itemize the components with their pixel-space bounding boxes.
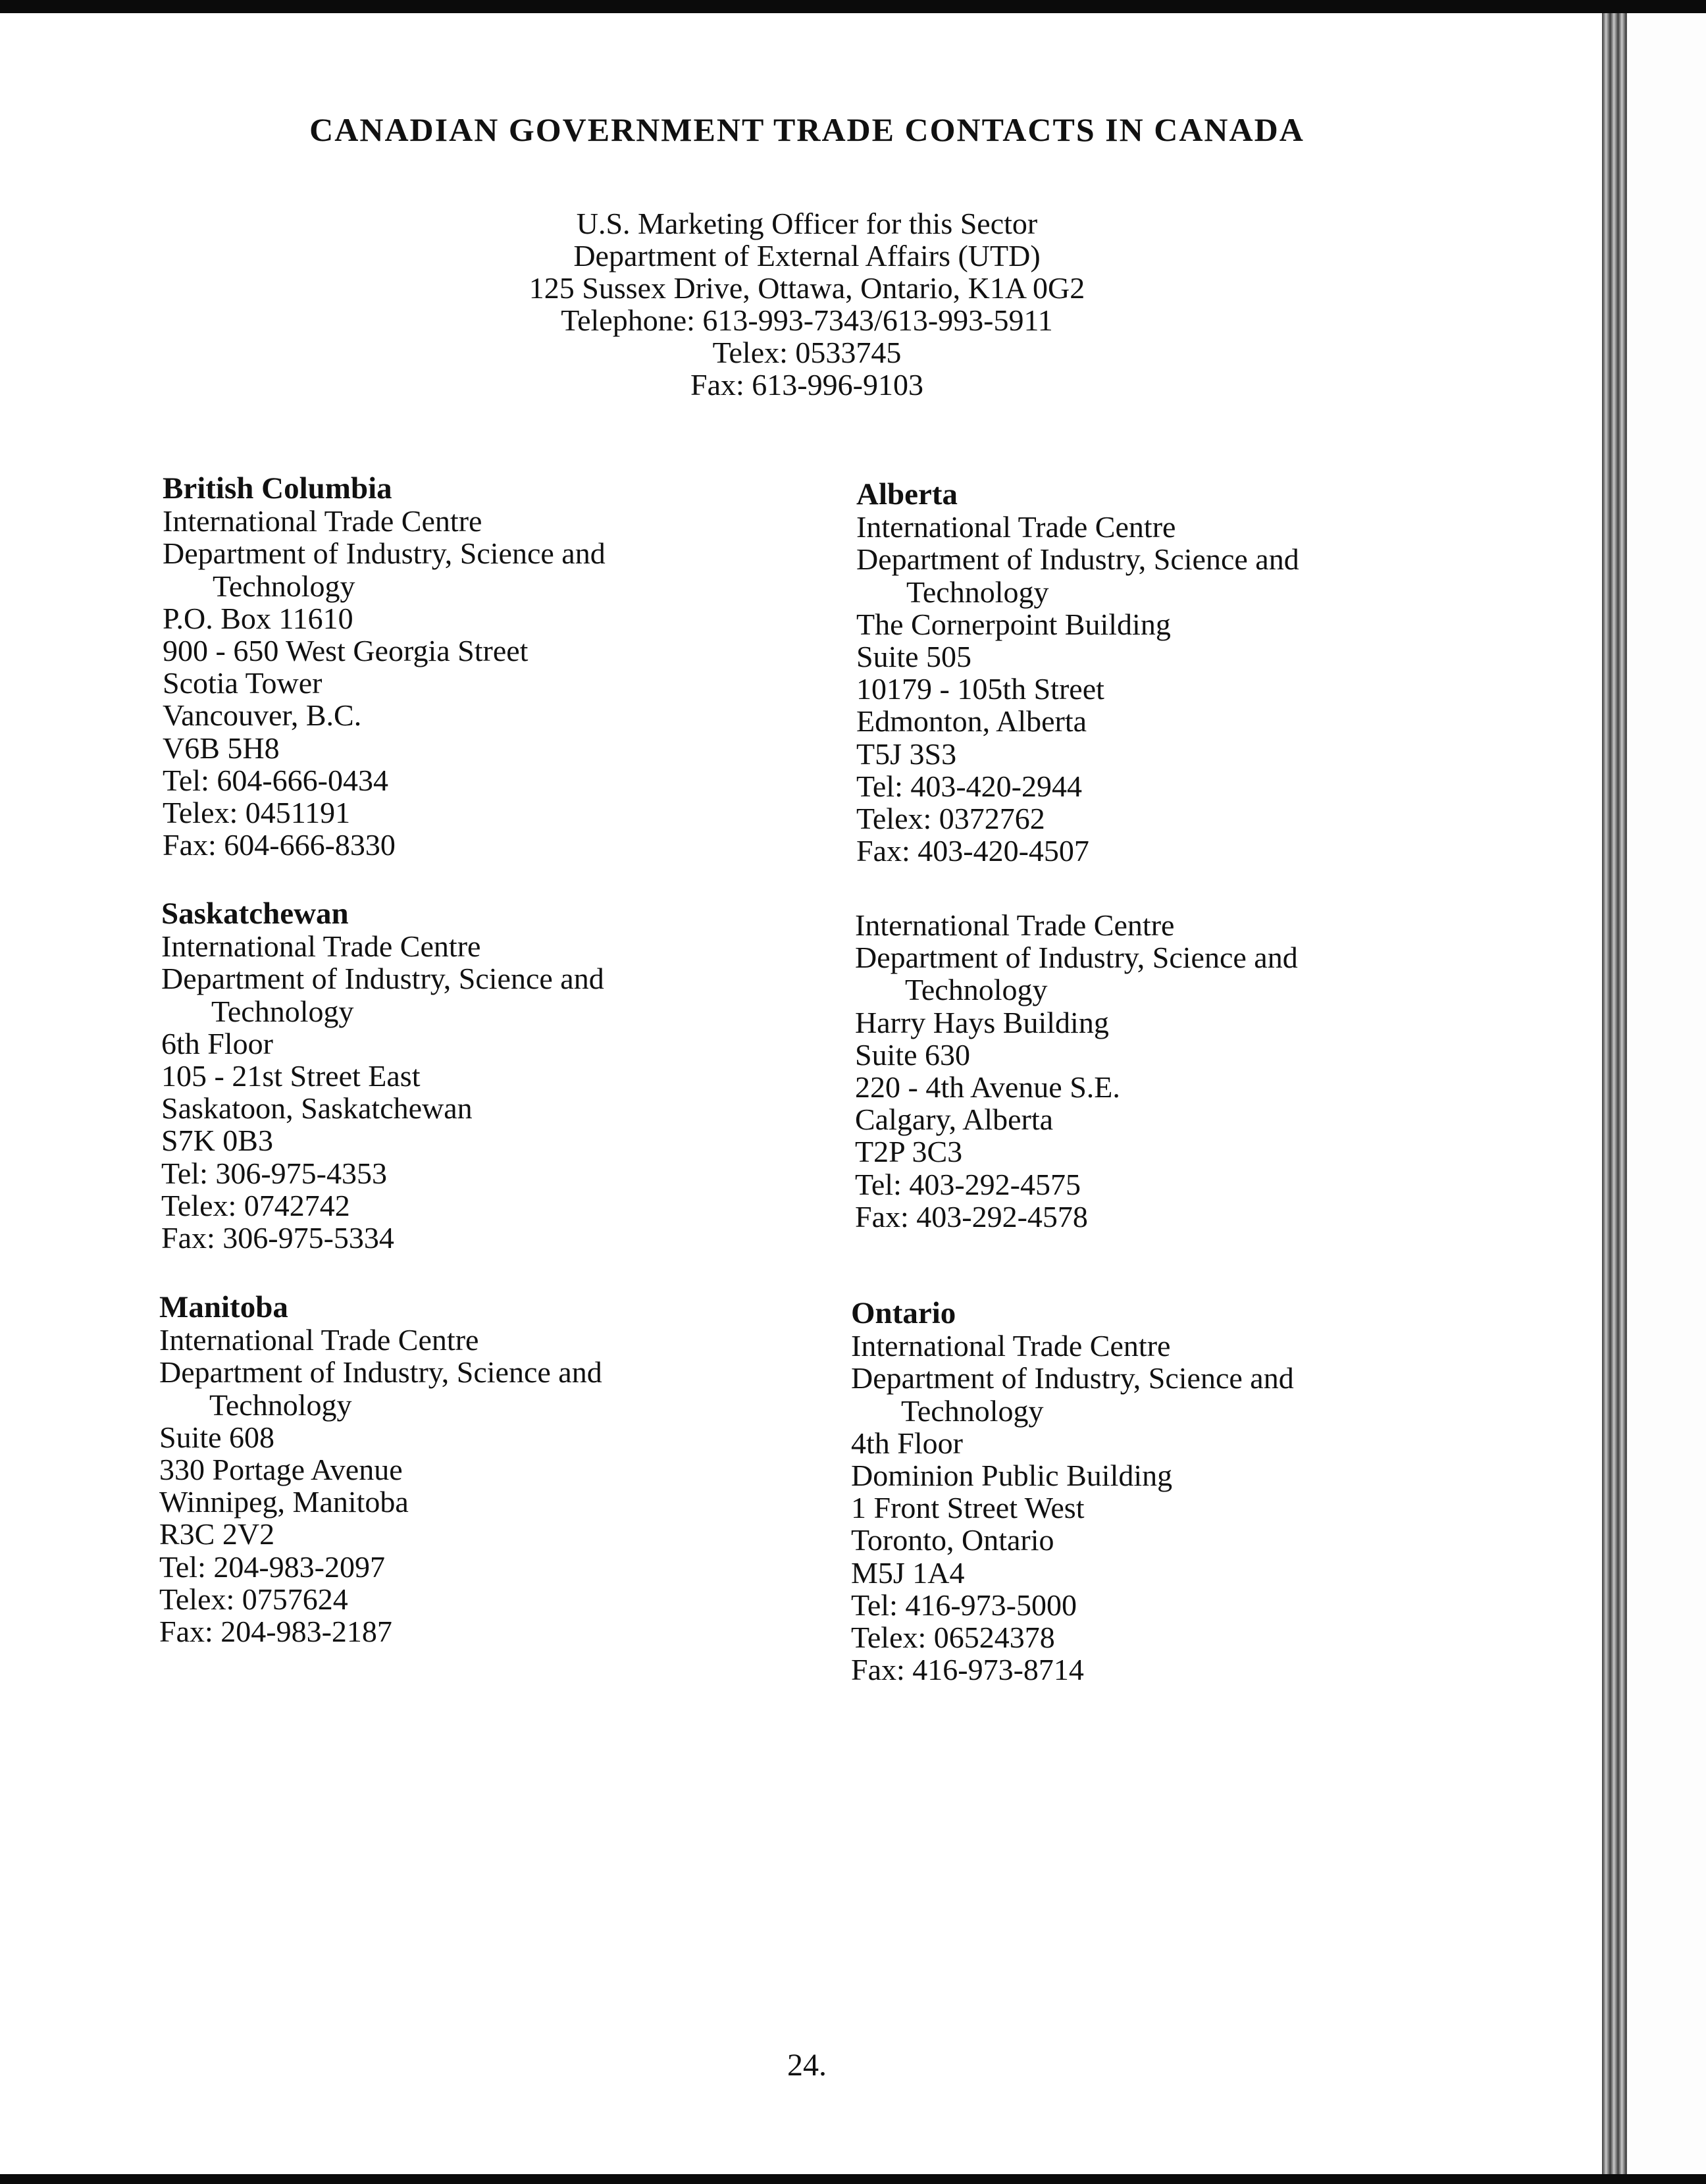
office-line: Fax: 416-973-8714 bbox=[851, 1653, 1084, 1687]
office-line: Tel: 416-973-5000 bbox=[851, 1588, 1077, 1622]
office-line: 330 Portage Avenue bbox=[159, 1453, 403, 1487]
office-ontario bbox=[851, 1297, 1294, 1686]
office-line: Suite 505 bbox=[856, 640, 972, 674]
office-line: Suite 608 bbox=[159, 1420, 275, 1454]
office-line: T5J 3S3 bbox=[856, 737, 957, 771]
office-manitoba bbox=[159, 1291, 602, 1648]
office-line: Department of Industry, Science and bbox=[161, 962, 604, 996]
office-line: Fax: 204-983-2187 bbox=[159, 1615, 392, 1649]
marketing-officer-block bbox=[0, 207, 1614, 401]
office-line: Toronto, Ontario bbox=[851, 1523, 1054, 1557]
office-heading: British Columbia bbox=[163, 471, 392, 506]
office-line: Department of Industry, Science and bbox=[163, 536, 606, 571]
officer-line: Telex: 0533745 bbox=[712, 336, 902, 369]
officer-line: Fax: 613-996-9103 bbox=[690, 368, 923, 402]
office-line: 6th Floor bbox=[161, 1026, 273, 1060]
office-line: Fax: 604-666-8330 bbox=[163, 828, 396, 862]
office-line: Department of Industry, Science and bbox=[159, 1355, 602, 1390]
office-line: Telex: 0757624 bbox=[159, 1582, 348, 1616]
office-line: International Trade Centre bbox=[856, 510, 1176, 544]
office-heading: Saskatchewan bbox=[161, 897, 349, 931]
office-line: Technology bbox=[209, 1388, 352, 1422]
office-line: Department of Industry, Science and bbox=[856, 542, 1299, 577]
office-line: 1 Front Street West bbox=[851, 1491, 1085, 1525]
office-line: Telex: 0372762 bbox=[856, 802, 1045, 836]
office-line: M5J 1A4 bbox=[851, 1555, 965, 1590]
office-line: Technology bbox=[213, 569, 355, 603]
office-line: V6B 5H8 bbox=[163, 731, 280, 765]
office-line: International Trade Centre bbox=[851, 1329, 1171, 1363]
page-title: CANADIAN GOVERNMENT TRADE CONTACTS IN CANADA bbox=[309, 111, 1305, 148]
office-line: T2P 3C3 bbox=[855, 1135, 963, 1169]
office-line: Telex: 0742742 bbox=[161, 1188, 350, 1222]
office-saskatchewan bbox=[161, 898, 604, 1254]
office-line: Telex: 0451191 bbox=[163, 796, 351, 830]
scan-top-edge bbox=[0, 0, 1706, 13]
office-line: Fax: 306-975-5334 bbox=[161, 1221, 394, 1255]
office-alberta bbox=[856, 479, 1299, 867]
office-line: Tel: 604-666-0434 bbox=[163, 763, 389, 797]
office-line: Technology bbox=[905, 973, 1048, 1007]
office-line: Fax: 403-292-4578 bbox=[855, 1199, 1088, 1234]
office-heading: Alberta bbox=[856, 477, 958, 511]
office-line: Harry Hays Building bbox=[855, 1005, 1109, 1039]
office-line: Department of Industry, Science and bbox=[851, 1361, 1294, 1395]
officer-line: Telephone: 613-993-7343/613-993-5911 bbox=[561, 303, 1053, 337]
office-line: 900 - 650 West Georgia Street bbox=[163, 634, 529, 668]
office-line: Technology bbox=[211, 994, 354, 1028]
office-calgary bbox=[855, 909, 1298, 1233]
office-line: Tel: 403-420-2944 bbox=[856, 769, 1083, 803]
office-british-columbia bbox=[163, 473, 606, 861]
office-line: Tel: 403-292-4575 bbox=[855, 1167, 1081, 1201]
right-margin bbox=[1627, 13, 1706, 2174]
office-line: 10179 - 105th Street bbox=[856, 672, 1104, 706]
office-line: Technology bbox=[901, 1393, 1044, 1428]
office-line: The Cornerpoint Building bbox=[856, 607, 1171, 641]
office-line: International Trade Centre bbox=[163, 504, 482, 538]
office-line: Tel: 204-983-2097 bbox=[159, 1549, 386, 1584]
office-line: Winnipeg, Manitoba bbox=[159, 1485, 409, 1519]
office-line: 220 - 4th Avenue S.E. bbox=[855, 1070, 1120, 1105]
office-line: 105 - 21st Street East bbox=[161, 1059, 421, 1093]
office-line: Telex: 06524378 bbox=[851, 1621, 1055, 1655]
office-line: International Trade Centre bbox=[855, 908, 1175, 942]
scan-bottom-edge bbox=[0, 2174, 1706, 2184]
office-line: Department of Industry, Science and bbox=[855, 941, 1298, 975]
office-line: Calgary, Alberta bbox=[855, 1103, 1054, 1137]
officer-line: Department of External Affairs (UTD) bbox=[573, 239, 1041, 273]
office-line: P.O. Box 11610 bbox=[163, 601, 353, 635]
office-line: Scotia Tower bbox=[163, 666, 323, 700]
office-line: Fax: 403-420-4507 bbox=[856, 834, 1089, 868]
office-line: Dominion Public Building bbox=[851, 1459, 1173, 1493]
office-line: Tel: 306-975-4353 bbox=[161, 1156, 388, 1190]
office-line: Vancouver, B.C. bbox=[163, 698, 362, 733]
office-line: Edmonton, Alberta bbox=[856, 704, 1087, 739]
officer-line: U.S. Marketing Officer for this Sector bbox=[576, 207, 1038, 240]
office-line: Suite 630 bbox=[855, 1037, 971, 1072]
office-line: Technology bbox=[906, 575, 1049, 609]
office-heading: Ontario bbox=[851, 1296, 956, 1330]
officer-line: 125 Sussex Drive, Ottawa, Ontario, K1A 0G2 bbox=[529, 271, 1085, 305]
office-line: International Trade Centre bbox=[161, 929, 481, 964]
office-line: Saskatoon, Saskatchewan bbox=[161, 1091, 473, 1126]
office-line: International Trade Centre bbox=[159, 1323, 479, 1357]
page-number: 24. bbox=[787, 2048, 827, 2083]
office-heading: Manitoba bbox=[159, 1290, 288, 1324]
office-line: R3C 2V2 bbox=[159, 1517, 275, 1551]
office-line: S7K 0B3 bbox=[161, 1124, 273, 1158]
office-line: 4th Floor bbox=[851, 1426, 963, 1460]
